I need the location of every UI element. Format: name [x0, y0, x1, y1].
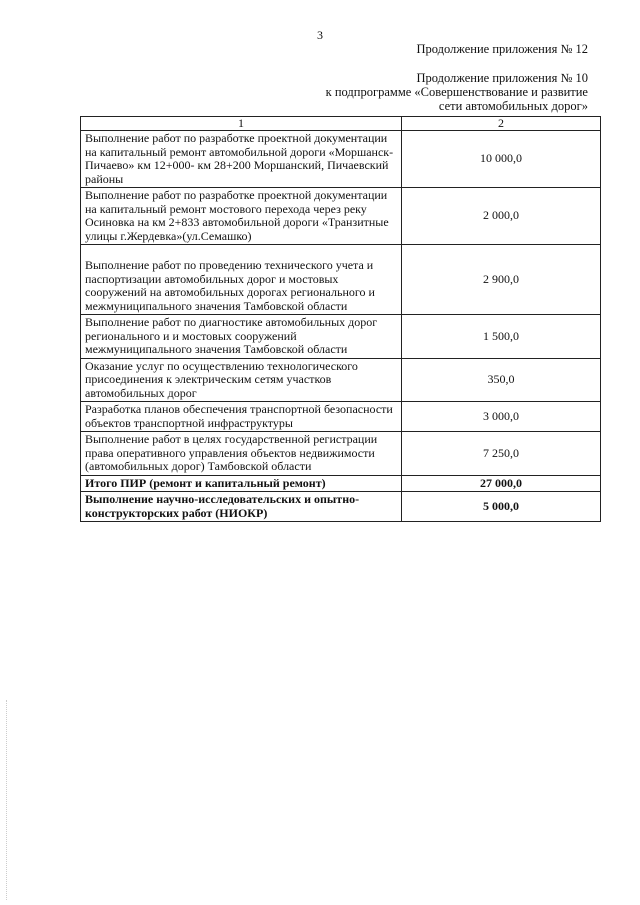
table-row: [81, 315, 601, 359]
continuation-12-text: Продолжение приложения № 12: [416, 42, 588, 56]
table-header-row: [81, 117, 601, 131]
appendix-12-continuation: [416, 42, 588, 56]
column-header-2: 2: [402, 117, 601, 131]
work-amount: 2 000,0: [402, 188, 601, 245]
column-header-1: 1: [81, 117, 402, 131]
work-amount: 350,0: [402, 358, 601, 402]
scan-edge-marks: [6, 700, 9, 900]
niokr-row: [81, 492, 601, 522]
work-description: Выполнение работ по разработке проектной документации на капитальный ремонт мостового перехода через реку Осиновка на км 2+833 автомобильной дороги «Транзитные улицы г.Жердевка»(ул.Семашко): [81, 188, 402, 245]
total-pir-label: Итого ПИР (ремонт и капитальный ремонт): [81, 475, 402, 492]
niokr-label: Выполнение научно-исследовательских и опытно-конструкторских работ (НИОКР): [81, 492, 402, 522]
table-row: [81, 245, 601, 315]
work-amount: 2 900,0: [402, 245, 601, 315]
work-description: Оказание услуг по осуществлению технологического присоединения к электрическим сетям участков автомобильных дорог: [81, 358, 402, 402]
work-description: Выполнение работ по проведению технического учета и паспортизации автомобильных дорог и мостовых сооружений на автомобильных дорогах регионального и межмуниципального значения Тамбовской области: [81, 245, 402, 315]
table-row: [81, 131, 601, 188]
subprogram-line-1: к подпрограмме «Совершенствование и развитие: [325, 85, 588, 99]
work-amount: 1 500,0: [402, 315, 601, 359]
appendix-10-header: [326, 71, 588, 113]
page-number: 3: [317, 28, 323, 42]
work-description: Выполнение работ в целях государственной регистрации права оперативного управления объектов недвижимости (автомобильных дорог) Тамбовской области: [81, 432, 402, 476]
work-description: Выполнение работ по диагностике автомобильных дорог регионального и и мостовых сооружений межмуниципального значения Тамбовской области: [81, 315, 402, 359]
work-description: Разработка планов обеспечения транспортной безопасности объектов транспортной инфраструктуры: [81, 402, 402, 432]
works-table: [80, 116, 601, 522]
work-amount: 3 000,0: [402, 402, 601, 432]
table-row: [81, 358, 601, 402]
niokr-amount: 5 000,0: [402, 492, 601, 522]
total-pir-amount: 27 000,0: [402, 475, 601, 492]
continuation-10-text: Продолжение приложения № 10: [416, 71, 588, 85]
total-pir-row: [81, 475, 601, 492]
table-row: [81, 188, 601, 245]
table-row: [81, 402, 601, 432]
table-row: [81, 432, 601, 476]
work-amount: 10 000,0: [402, 131, 601, 188]
subprogram-line-2: сети автомобильных дорог»: [438, 99, 588, 113]
work-amount: 7 250,0: [402, 432, 601, 476]
work-description: Выполнение работ по разработке проектной документации на капитальный ремонт автомобильной дороги «Моршанск- Пичаево» км 12+000- км 28+200 Моршанский, Пичаевский районы: [81, 131, 402, 188]
